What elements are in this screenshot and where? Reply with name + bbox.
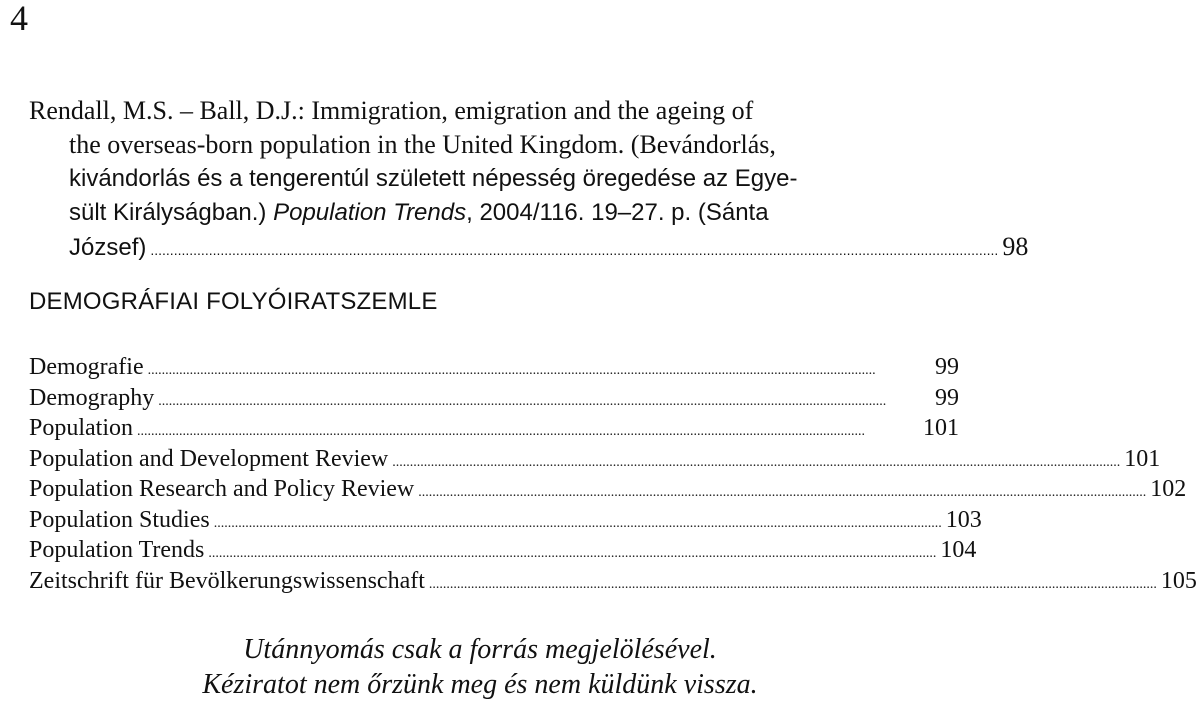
reference-line-4-pre: sült Királyságban.)	[69, 199, 274, 226]
reference-line-5-text: József)	[69, 234, 147, 261]
dot-leader: ................................................................................................................................................................................................................	[428, 576, 1157, 592]
toc-row	[29, 352, 959, 383]
toc-row	[29, 566, 1197, 597]
toc-page: 105	[1160, 567, 1197, 594]
toc-title: Zeitschrift für Bevölkerungswissenschaft	[29, 567, 425, 594]
toc-title: Population Research and Policy Review	[29, 476, 415, 502]
dot-leader: ................................................................................................................................................................................................................	[137, 424, 866, 439]
toc-title: Population Trends	[29, 537, 205, 563]
reference-line-1: Rendall, M.S. – Ball, D.J.: Immigration, emigration and the ageing of	[29, 96, 754, 125]
toc-row	[29, 535, 977, 566]
toc-page: 99	[935, 384, 959, 411]
page-number: 4	[10, 0, 28, 38]
toc-page: 104	[940, 537, 977, 563]
toc-title: Population Studies	[29, 506, 210, 533]
footer-line-1: Utánnyomás csak a forrás megjelölésével.	[243, 634, 717, 665]
reference-line-5	[29, 230, 1029, 264]
dot-leader: ................................................................................................................................................................................................................	[213, 515, 942, 531]
toc-page: 101	[923, 415, 959, 441]
toc-row	[29, 383, 959, 414]
toc-title: Demografie	[29, 354, 144, 380]
toc-page: 101	[1124, 445, 1161, 472]
dot-leader: ................................................................................................................................................................................................................	[147, 363, 876, 378]
toc-page: 102	[1150, 476, 1187, 502]
reference-line-3: kivándorlás és a tengerentúl született népesség öregedése az Egye-	[69, 165, 798, 192]
toc-title: Population and Development Review	[29, 445, 389, 472]
dot-leader: ..........................................................................................................................................................................................................................	[150, 242, 999, 258]
footer-notice	[0, 632, 960, 702]
toc-page: 103	[945, 506, 982, 533]
reference-entry	[29, 94, 1029, 264]
dot-leader: ................................................................................................................................................................................................................	[208, 546, 937, 561]
reference-line-4-post: , 2004/116. 19–27. p. (Sánta	[466, 199, 769, 226]
reference-journal: Population Trends	[273, 199, 467, 226]
reference-page: 98	[1002, 232, 1029, 261]
toc-title: Population	[29, 415, 134, 441]
section-title: DEMOGRÁFIAI FOLYÓIRATSZEMLE	[29, 288, 438, 315]
reference-line-4	[29, 196, 899, 230]
dot-leader: ................................................................................................................................................................................................................	[392, 454, 1121, 470]
toc-list	[29, 352, 1197, 596]
dot-leader: ................................................................................................................................................................................................................	[158, 393, 887, 409]
toc-row	[29, 413, 959, 444]
toc-row	[29, 474, 1187, 505]
reference-line-2: the overseas-born population in the United Kingdom. (Bevándorlás,	[69, 130, 776, 159]
dot-leader: ................................................................................................................................................................................................................	[418, 485, 1147, 500]
toc-row	[29, 444, 1161, 475]
footer-line-2: Kéziratot nem őrzünk meg és nem küldünk vissza.	[202, 669, 758, 700]
toc-page: 99	[935, 354, 959, 380]
toc-row	[29, 505, 982, 536]
toc-title: Demography	[29, 384, 155, 411]
